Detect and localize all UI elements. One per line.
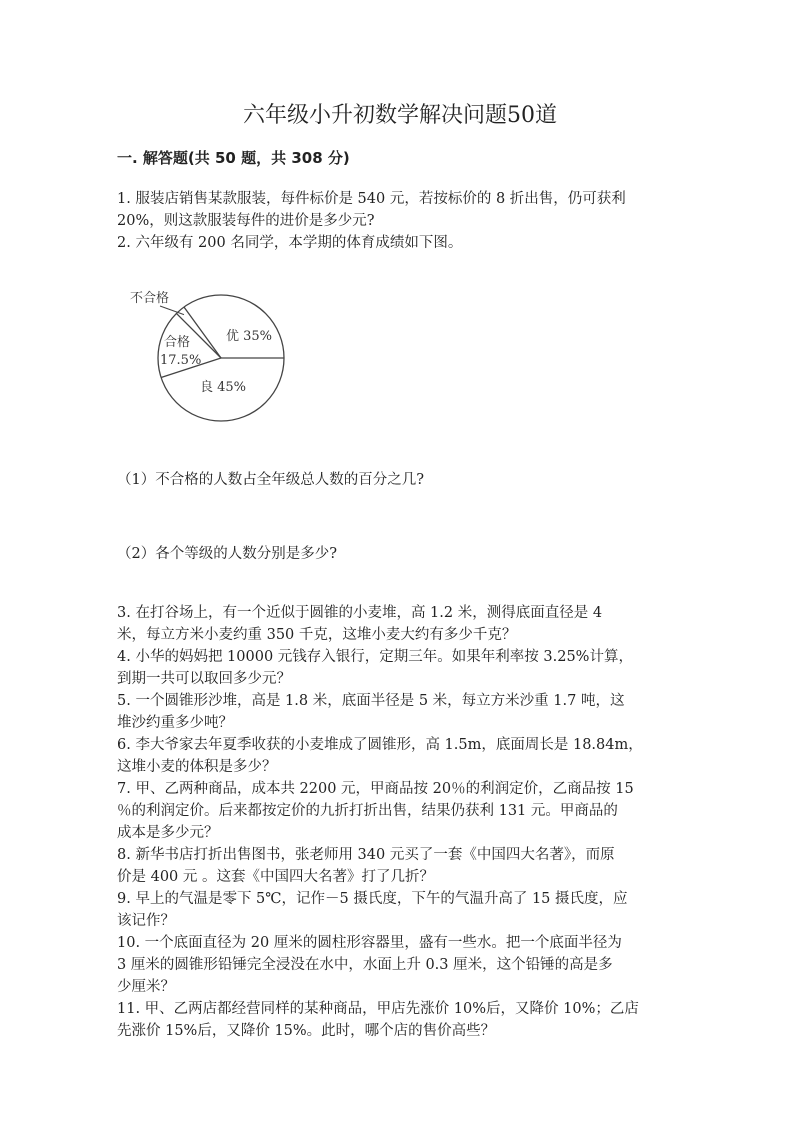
question-line: 少厘米？ bbox=[117, 979, 175, 995]
question-line: 3. 在打谷场上，有一个近似于圆锥的小麦堆，高 1.2 米，测得底面直径是 4 bbox=[117, 605, 603, 621]
pie-chart bbox=[120, 280, 300, 430]
question-line: 该记作？ bbox=[117, 913, 175, 929]
question-line: 8. 新华书店打折出售图书，张老师用 340 元买了一套《中国四大名著》，而原 bbox=[117, 847, 615, 863]
subquestion-2: （2）各个等级的人数分别是多少? bbox=[117, 546, 337, 562]
question-line: 20%，则这款服装每件的进价是多少元? bbox=[117, 213, 375, 229]
question-line: 10. 一个底面直径为 20 厘米的圆柱形容器里，盛有一些水。把一个底面半径为 bbox=[117, 935, 622, 951]
label-pass: 合格 bbox=[164, 335, 191, 350]
question-line: 3 厘米的圆锥形铅锤完全浸没在水中，水面上升 0.3 厘米，这个铅锤的高是多 bbox=[117, 957, 613, 973]
question-line: 米，每立方米小麦约重 350 千克，这堆小麦大约有多少千克？ bbox=[117, 627, 517, 643]
label-fail: 不合格 bbox=[130, 291, 170, 306]
question-line: 先涨价 15%后，又降价 15%。此时，哪个店的售价高些？ bbox=[117, 1023, 496, 1039]
question-line: 4. 小华的妈妈把 10000 元钱存入银行，定期三年。如果年利率按 3.25%计算， bbox=[117, 649, 633, 665]
question-line: 5. 一个圆锥形沙堆，高是 1.8 米，底面半径是 5 米，每立方米沙重 1.7 吨，这 bbox=[117, 693, 625, 709]
question-line: 6. 李大爷家去年夏季收获的小麦堆成了圆锥形，高 1.5m，底面周长是 18.84m， bbox=[117, 737, 643, 753]
question-line: 这堆小麦的体积是多少？ bbox=[117, 759, 277, 775]
label-good: 良 45% bbox=[200, 380, 247, 395]
question-line: 11. 甲、乙两店都经营同样的某种商品，甲店先涨价 10%后，又降价 10%；乙店 bbox=[117, 1001, 639, 1017]
subquestion-1: （1）不合格的人数占全年级总人数的百分之几? bbox=[117, 472, 424, 488]
question-line: 7. 甲、乙两种商品，成本共 2200 元，甲商品按 20％的利润定价，乙商品按 15 bbox=[117, 781, 634, 797]
question-line: 9. 早上的气温是零下 5℃，记作－5 摄氏度，下午的气温升高了 15 摄氏度，应 bbox=[117, 891, 628, 907]
page-title: 六年级小升初数学解决问题50道 bbox=[243, 103, 557, 128]
question-line: 到期一共可以取回多少元？ bbox=[117, 671, 291, 687]
question-line: 价是 400 元 。这套《中国四大名著》打了几折？ bbox=[117, 869, 435, 885]
question-line: 1. 服装店销售某款服装，每件标价是 540 元，若按标价的 8 折出售，仍可获利 bbox=[117, 191, 626, 207]
label-pass-pct: 17.5% bbox=[160, 353, 202, 368]
section-heading: 一. 解答题(共 50 题，共 308 分) bbox=[117, 149, 350, 167]
question-line: 成本是多少元？ bbox=[117, 825, 219, 841]
label-excellent: 优 35% bbox=[226, 329, 273, 344]
question-line: 堆沙约重多少吨？ bbox=[117, 715, 233, 731]
pie-slice-boundary-不合格 bbox=[184, 307, 221, 358]
question-line: 2. 六年级有 200 名同学，本学期的体育成绩如下图。 bbox=[117, 235, 463, 251]
question-line: ％的利润定价。后来都按定价的九折打折出售，结果仍获利 131 元。甲商品的 bbox=[117, 803, 618, 819]
